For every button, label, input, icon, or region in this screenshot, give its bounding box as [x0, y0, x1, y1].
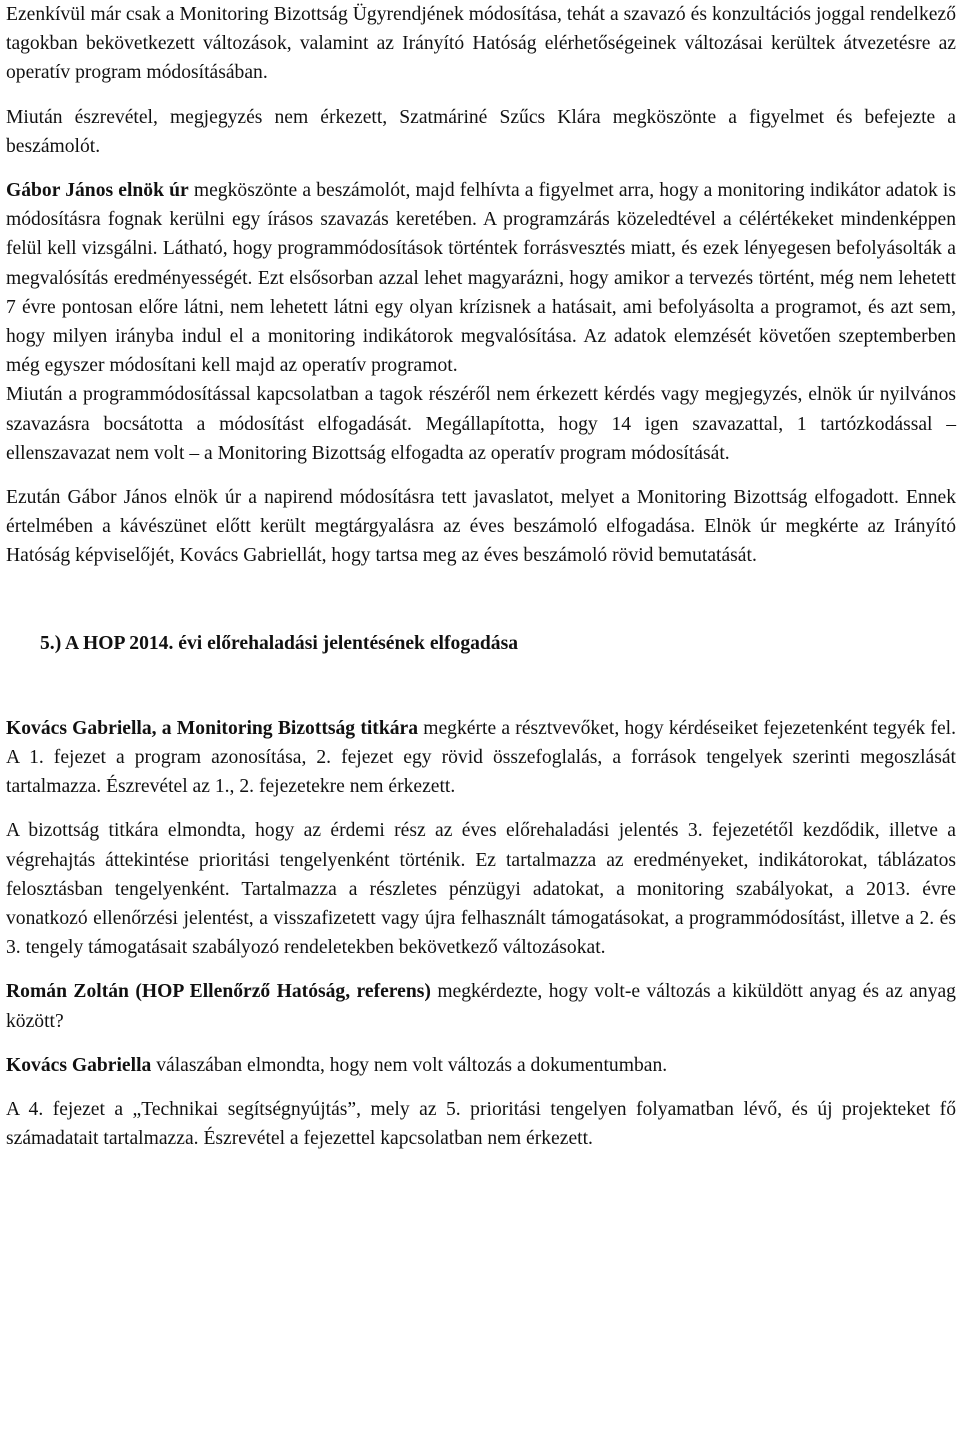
- speaker-name: Gábor János elnök úr: [6, 180, 189, 202]
- paragraph-ugyrend: [6, 0, 956, 88]
- paragraph-text: A 4. fejezet a „Technikai segítségnyújtás”, mely az 5. prioritási tengelyen folyamatban lévő, és új projekteket fő számadatait tartalmazza. Észrevétel a fejezettel kapcsolatban nem érkezett.: [6, 1099, 956, 1150]
- paragraph-text: Ezenkívül már csak a Monitoring Bizottság Ügyrendjének módosítása, tehát a szavazó és konzultációs joggal rendelkező tagokban bekövetkezett változások, valamint az Irányító Hatóság elérhetőségeinek változásai kerültek átvezetésre az operatív program módosításában.: [6, 4, 956, 84]
- paragraph-roman-kerdes: [6, 977, 956, 1035]
- paragraph-text: megkérte a résztvevőket, hogy kérdéseiket fejezetenként tegyék fel. A 1. fejezet a program azonosítása, 2. fejezet egy rövid összefoglalás, a források tengelyek szerinti megoszlását tartalmazza. Észrevétel az 1., 2. fejezetekre nem érkezett.: [6, 717, 956, 798]
- paragraph-titkar-kerdesek: [6, 714, 956, 802]
- section-heading: 5.) A HOP 2014. évi előrehaladási jelentésének elfogadása: [40, 632, 519, 654]
- paragraph-text: Miután a programmódosítással kapcsolatban a tagok részéről nem érkezett kérdés vagy megjegyzés, elnök úr nyilvános szavazásra bocsátotta a módosítást elfogadását. Megállapította, hogy 14 igen szavazattal, 1 tartózkodással – ellenszavazat nem volt – a Monitoring Bizottság elfogadta az operatív program módosítását.: [6, 384, 956, 464]
- paragraph-napirend: [6, 483, 956, 571]
- paragraph-text: megköszönte a beszámolót, majd felhívta a figyelmet arra, hogy a monitoring indikátor adatok is módosításra fognak kerülni egy írásos szavazás keretében. A programzárás közeledtével a célértékeket mindenképpen felül kell vizsgálni. Látható, hogy programmódosítások történtek forrásvesztés miatt, és ezek lényegesen befolyásolták a megvalósítás eredményességét. Ezt elsősorban azzal lehet magyarázni, hogy amikor a tervezés történt, még nem lehetett 7 évre pontosan előre látni, nem lehetett látni egy olyan krízisnek a hatásait, ami befolyásolta a programot, és azt sem, hogy milyen irányba indul el a monitoring indikátorok megvalósítása. Az adatok elemzését követően szeptemberben még egyszer módosítani kell majd az operatív programot.: [6, 180, 957, 377]
- paragraph-szavazas: [6, 380, 956, 468]
- paragraph-jelentes-tartalom: [6, 816, 956, 962]
- paragraph-kovacs-valasz: [6, 1051, 956, 1080]
- document-page: [6, 0, 956, 1154]
- paragraph-text: Ezután Gábor János elnök úr a napirend módosításra tett javaslatot, melyet a Monitoring Bizottság elfogadott. Ennek értelmében a kávészünet előtt került megtárgyalásra az éves beszámoló elfogadása. Elnök úr megkérte az Irányító Hatóság képviselőjét, Kovács Gabriellát, hogy tartsa meg az éves beszámoló rövid bemutatását.: [6, 487, 956, 567]
- paragraph-befejezes: [6, 103, 956, 161]
- paragraph-text: Miután észrevétel, megjegyzés nem érkezett, Szatmáriné Szűcs Klára megköszönte a figyelmet és befejezte a beszámolót.: [6, 106, 956, 157]
- paragraph-elnok-beszamolo: [6, 176, 956, 380]
- paragraph-text: válaszában elmondta, hogy nem volt változás a dokumentumban.: [151, 1054, 668, 1076]
- speaker-name: Román Zoltán (HOP Ellenőrző Hatóság, referens): [6, 981, 431, 1003]
- speaker-name: Kovács Gabriella, a Monitoring Bizottság titkára: [6, 717, 419, 739]
- paragraph-text: A bizottság titkára elmondta, hogy az érdemi rész az éves előrehaladási jelentés 3. fejezetétől kezdődik, illetve a végrehajtás áttekintése prioritási tengelyenként történik. Ez tartalmazza az eredményeket, indikátorokat, táblázatos felosztásban tengelyenként. Tartalmazza a részletes pénzügyi adatokat, a monitoring szabályokat, a 2013. évre vonatkozó ellenőrzési jelentést, a visszafizetett vagy újra felhasznált támogatásokat, a programmódosítást, illetve a 2. és 3. tengely támogatásait szabályozó rendeletekben bekövetkező változásokat.: [6, 820, 956, 959]
- speaker-name: Kovács Gabriella: [6, 1054, 152, 1076]
- paragraph-text: megkérdezte, hogy volt-e változás a kiküldött anyag és az anyag között?: [6, 981, 956, 1032]
- paragraph-technikai-segitseg: [6, 1095, 956, 1153]
